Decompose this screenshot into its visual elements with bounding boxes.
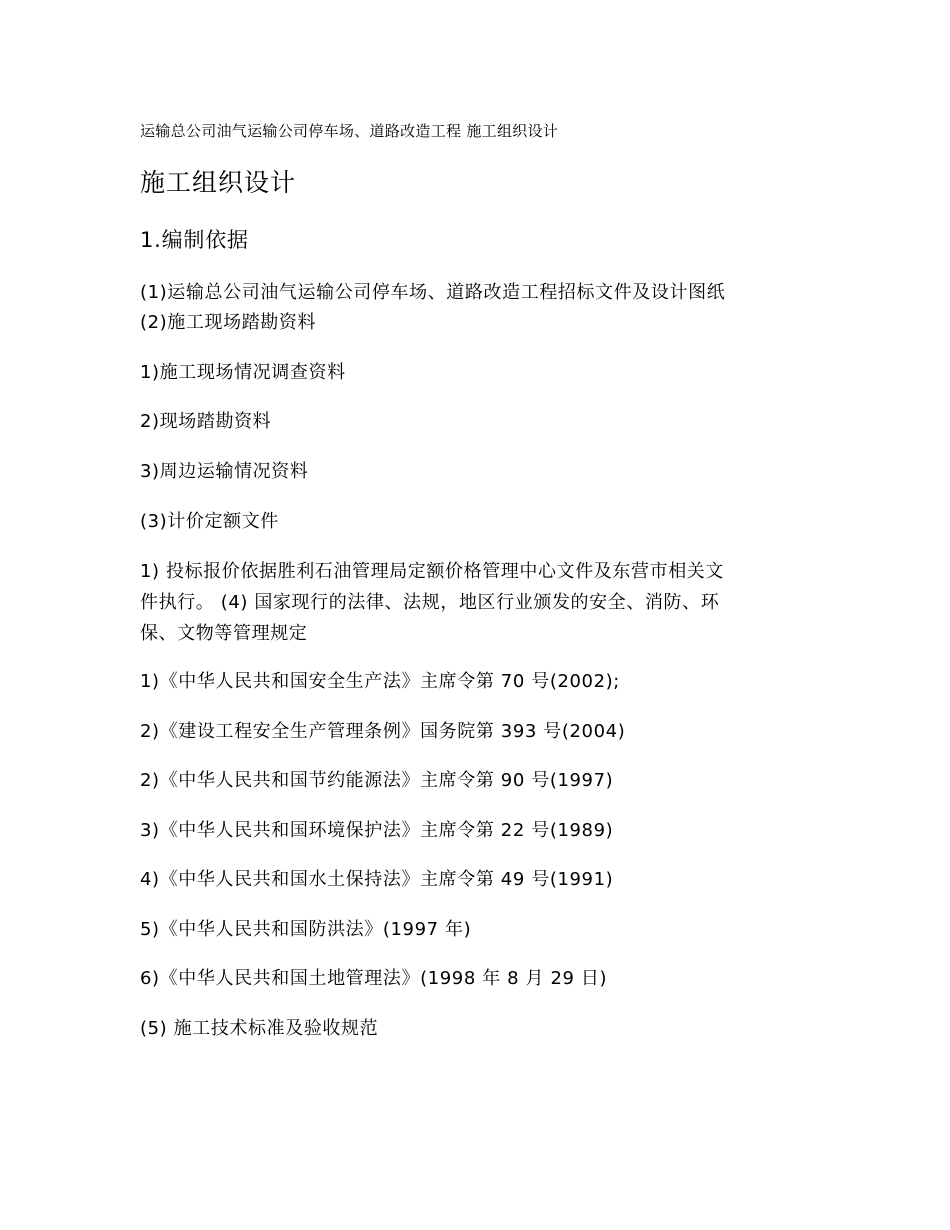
list-item: 3)《中华人民共和国环境保护法》主席令第 22 号(1989) <box>140 820 614 841</box>
list-item: (2)施工现场踏勘资料 <box>140 312 317 333</box>
list-item: 2)《中华人民共和国节约能源法》主席令第 90 号(1997) <box>140 770 614 791</box>
list-item: 2)现场踏勘资料 <box>140 411 272 432</box>
list-item: 6)《中华人民共和国土地管理法》(1998 年 8 月 29 日) <box>140 968 608 989</box>
paragraph-line: 1) 投标报价依据胜利石油管理局定额价格管理中心文件及东营市相关文 <box>140 561 724 582</box>
running-title: 运输总公司油气运输公司停车场、道路改造工程 施工组织设计 <box>140 122 559 140</box>
list-item: 1)《中华人民共和国安全生产法》主席令第 70 号(2002); <box>140 671 620 692</box>
list-item: (3)计价定额文件 <box>140 511 279 532</box>
paragraph-line: 件执行。 (4) 国家现行的法律、法规，地区行业颁发的安全、消防、环 <box>140 592 720 613</box>
paragraph-line: 保、文物等管理规定 <box>140 623 308 644</box>
list-item: 2)《建设工程安全生产管理条例》国务院第 393 号(2004) <box>140 721 626 742</box>
list-item: 4)《中华人民共和国水土保持法》主席令第 49 号(1991) <box>140 869 614 890</box>
list-item: (5) 施工技术标准及验收规范 <box>140 1018 379 1039</box>
section-heading: 1.编制依据 <box>140 228 249 252</box>
list-item: 5)《中华人民共和国防洪法》(1997 年) <box>140 919 472 940</box>
document-title: 施工组织设计 <box>140 168 297 197</box>
list-item: 3)周边运输情况资料 <box>140 461 309 482</box>
list-item: 1)施工现场情况调查资料 <box>140 362 346 383</box>
list-item: (1)运输总公司油气运输公司停车场、道路改造工程招标文件及设计图纸 <box>140 282 726 303</box>
paragraph <box>140 556 810 649</box>
